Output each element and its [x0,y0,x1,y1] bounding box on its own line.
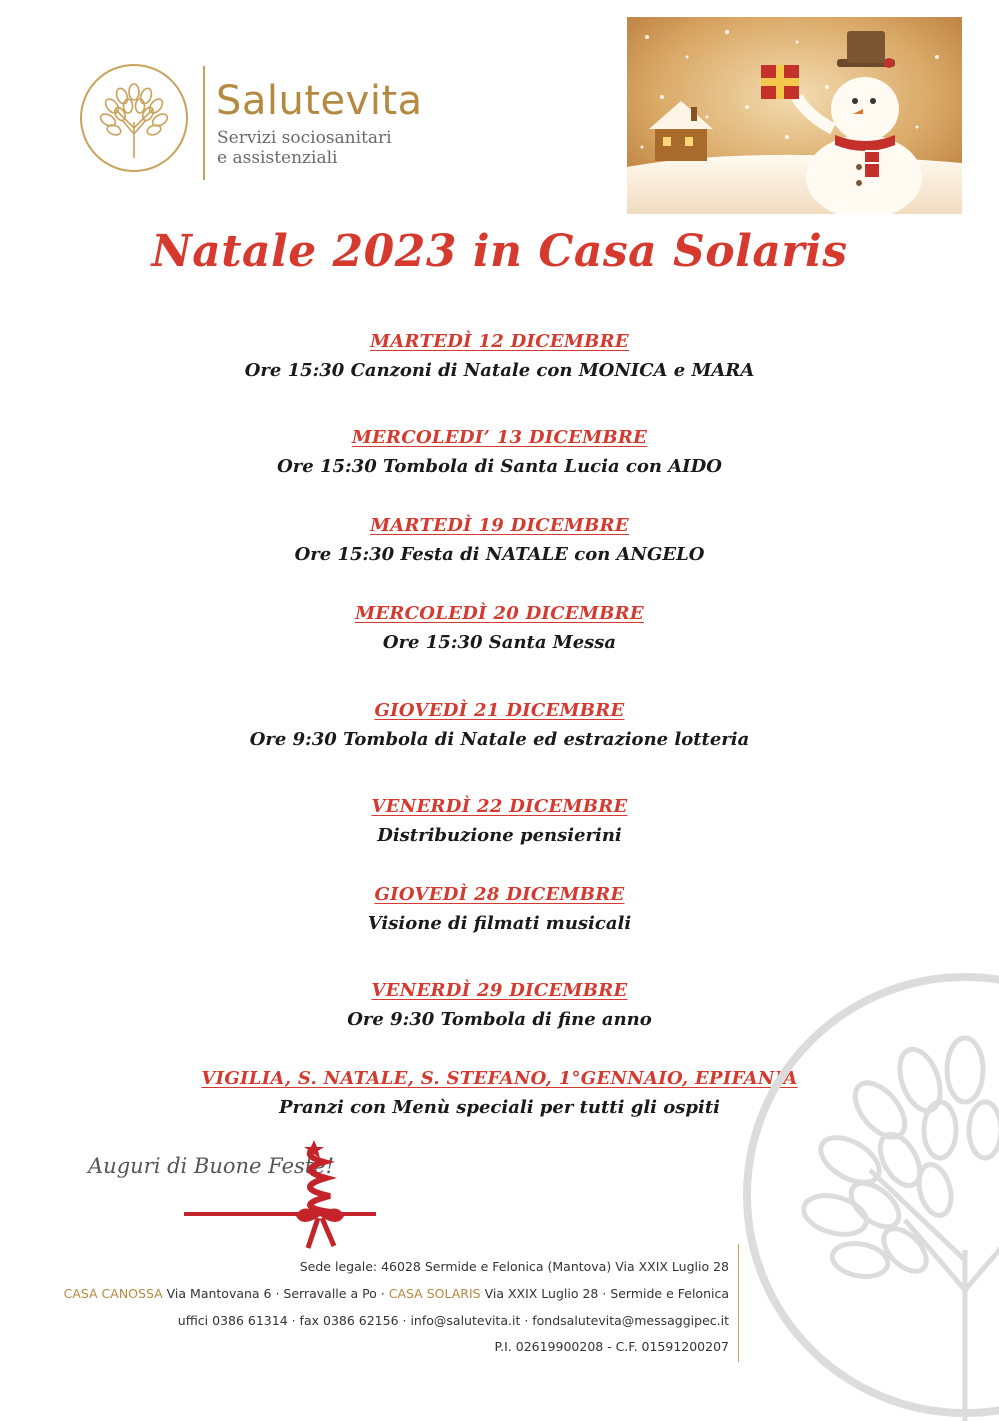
event-description: Distribuzione pensierini [377,825,622,846]
footer-casa-canossa: CASA CANOSSA [63,1286,163,1301]
event-item [0,796,999,846]
footer-tax-ids: P.I. 02619900208 - C.F. 01591200207 [494,1339,729,1354]
brand-subtitle-line1: Servizi sociosanitari [217,128,392,148]
footer-casa-canossa-address: Via Mantovana 6 · Serravalle a Po · [162,1286,389,1301]
event-item [0,603,999,653]
event-description: Ore 9:30 Tombola di Natale ed estrazione lotteria [249,729,750,750]
event-item [0,427,999,477]
event-item [0,331,999,381]
snowman-christmas-image [627,17,962,214]
event-date: GIOVEDÌ 28 DICEMBRE [374,884,625,905]
footer-registered-office: Sede legale: 46028 Sermide e Felonica (Mantova) Via XXIX Luglio 28 [299,1259,729,1274]
watermark-tree-icon [730,960,999,1421]
brand-subtitle-line2: e assistenziali [217,148,338,168]
event-date: MARTEDÌ 12 DICEMBRE [370,331,629,352]
event-date: MERCOLEDI’ 13 DICEMBRE [351,427,648,448]
event-date: MARTEDÌ 19 DICEMBRE [370,515,629,536]
brand-name: Salutevita [216,78,423,124]
event-date: VIGILIA, S. NATALE, S. STEFANO, 1°GENNAIO, EPIFANIA [201,1068,798,1089]
event-date: GIOVEDÌ 21 DICEMBRE [374,700,625,721]
event-item [0,700,999,750]
event-date: MERCOLEDÌ 20 DICEMBRE [355,603,644,624]
event-item [0,884,999,934]
event-description: Ore 15:30 Santa Messa [382,632,617,653]
logo-divider [203,66,205,180]
event-description: Ore 15:30 Tombola di Santa Lucia con AIDO [277,456,722,477]
event-description: Ore 15:30 Festa di NATALE con ANGELO [294,544,705,565]
greeting-text: Auguri di Buone Feste! [88,1154,335,1178]
footer-casa-solaris-address: Via XXIX Luglio 28 · Sermide e Felonica [480,1286,729,1301]
event-description: Ore 9:30 Tombola di fine anno [347,1009,652,1030]
event-date: VENERDÌ 22 DICEMBRE [371,796,628,817]
footer-casa-solaris: CASA SOLARIS [388,1286,481,1301]
event-description: Pranzi con Menù speciali per tutti gli ospiti [279,1097,720,1118]
event-description: Ore 15:30 Canzoni di Natale con MONICA e MARA [244,360,755,381]
footer-contacts: uffici 0386 61314 · fax 0386 62156 · info@salutevita.it · fondsalutevita@messaggipec.it [177,1313,729,1328]
ribbon-tree-icon [184,1140,376,1252]
event-date: VENERDÌ 29 DICEMBRE [371,980,628,1001]
tree-logo-icon [78,62,190,174]
event-description: Visione di filmati musicali [367,913,632,934]
footer-locations [64,1286,729,1301]
page-title: Natale 2023 in Casa Solaris [151,226,848,277]
event-item [0,515,999,565]
